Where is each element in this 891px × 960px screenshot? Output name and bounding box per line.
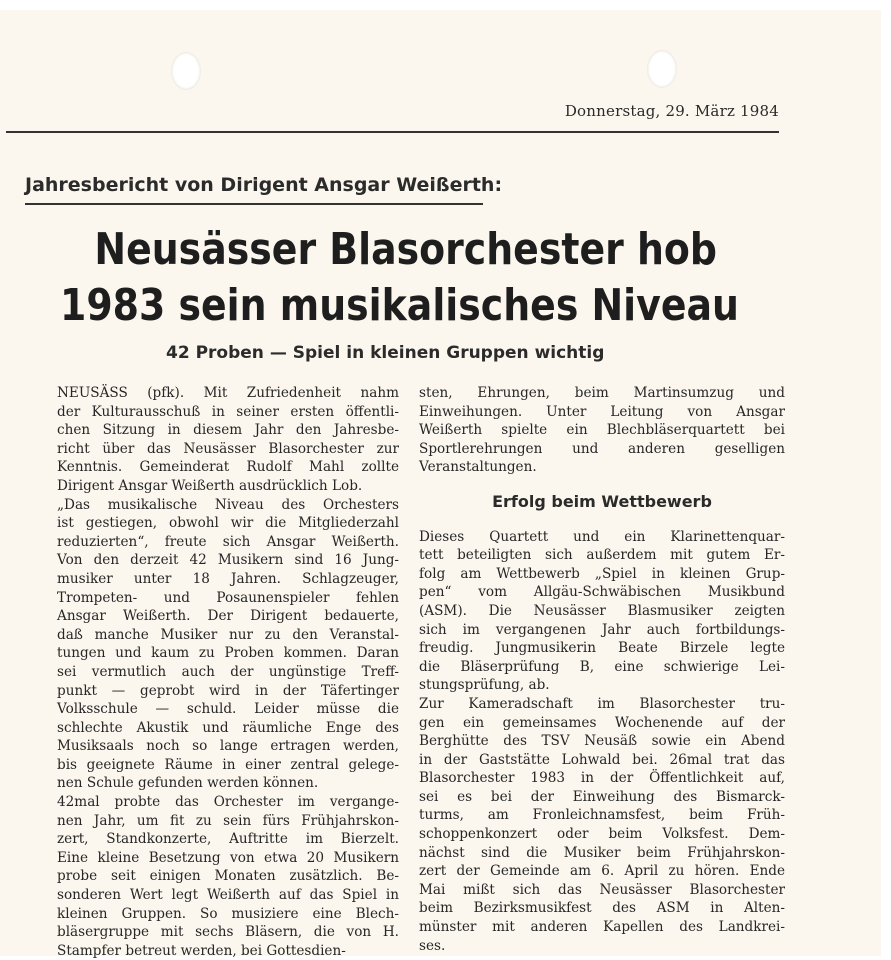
- header-rule: [6, 131, 779, 133]
- text-line: musiker unter 18 Jahren. Schlagzeuger,: [57, 570, 399, 587]
- text-line: folg am Wettbewerb „Spiel in kleinen Grup-: [419, 565, 785, 582]
- text-line: der Kulturausschuß in seiner ersten öffentli-: [57, 403, 399, 420]
- text-line: richt über das Neusässer Blasorchester zur: [57, 440, 399, 457]
- dateline: Donnerstag, 29. März 1984: [564, 102, 779, 120]
- article-column-left: [57, 384, 399, 960]
- paragraph: [57, 384, 399, 496]
- text-line: zert der Gemeinde am 6. April zu hören. Ende: [419, 863, 785, 880]
- text-line: Stampfer betreut werden, bei Gottesdien-: [57, 942, 346, 959]
- text-line: reduzierten“, freute sich Ansgar Weißerth.: [57, 533, 399, 550]
- kicker: Jahresbericht von Dirigent Ansgar Weißerth:: [25, 174, 503, 196]
- scan-border: [881, 0, 891, 956]
- text-line: stungsprüfung, ab.: [419, 677, 550, 694]
- text-line: Von den derzeit 42 Musikern sind 16 Jung-: [57, 552, 399, 569]
- headline-line: Neusässer Blasorchester hob: [94, 224, 717, 275]
- paragraph: [419, 695, 785, 955]
- paragraph: [419, 384, 785, 477]
- text-line: tungen und kaum zu Proben kommen. Daran: [57, 645, 399, 662]
- text-line: beim Bezirksmusikfest des ASM in Alten-: [419, 900, 785, 917]
- section-heading: Erfolg beim Wettbewerb: [492, 491, 712, 511]
- text-line: 42mal probte das Orchester im vergange-: [57, 794, 399, 811]
- text-line: sei es bei der Einweihung des Bismarck-: [419, 788, 785, 805]
- text-line: bläsergruppe mit sechs Bläsern, die von H.: [57, 924, 399, 941]
- headline: [60, 222, 739, 334]
- text-line: Kenntnis. Gemeinderat Rudolf Mahl zollte: [57, 459, 399, 476]
- paragraph: [57, 496, 399, 794]
- article-column-right: [419, 384, 785, 955]
- paragraph: [57, 793, 399, 960]
- text-line: nen Jahr, um fit zu sein fürs Frühjahrskon-: [57, 812, 399, 829]
- subheadline: 42 Proben — Spiel in kleinen Gruppen wichtig: [166, 343, 605, 363]
- text-line: Eine kleine Besetzung von etwa 20 Musikern: [57, 849, 399, 866]
- kicker-underline: [25, 203, 483, 205]
- text-line: kleinen Gruppen. So musiziere eine Blech-: [57, 905, 399, 922]
- text-line: freudig. Jungmusikerin Beate Birzele legte: [419, 640, 785, 657]
- punch-hole: [647, 50, 677, 88]
- text-line: NEUSÄSS (pfk). Mit Zufriedenheit nahm: [57, 385, 399, 401]
- text-line: Dirigent Ansgar Weißerth ausdrücklich Lob.: [57, 477, 363, 494]
- text-line: turms, am Fronleichnamsfest, beim Früh-: [419, 807, 785, 824]
- text-line: Weißerth spielte ein Blechbläserquartett bei: [419, 422, 785, 439]
- text-line: tett beteiligten sich außerdem mit gutem Er-: [419, 547, 785, 564]
- text-line: Berghütte des TSV Neusäß sowie ein Abend: [419, 733, 785, 750]
- text-line: ist gestiegen, obwohl wir die Mitgliederzahl: [57, 515, 399, 532]
- text-line: Dieses Quartett und ein Klarinettenquar-: [419, 528, 785, 545]
- scan-border: [0, 0, 891, 10]
- text-line: Einweihungen. Unter Leitung von Ansgar: [419, 403, 785, 420]
- paragraph-group: [419, 528, 785, 956]
- text-line: sonderen Wert legt Weißerth auf das Spiel in: [57, 887, 399, 904]
- text-line: „Das musikalische Niveau des Orchesters: [57, 496, 399, 513]
- text-line: Volksschule — schuld. Leider müsse die: [57, 701, 399, 718]
- text-line: Mai mißt sich das Neusässer Blasorchester: [419, 881, 785, 898]
- text-line: punkt — geprobt wird in der Täfertinger: [57, 682, 399, 699]
- paragraph: [419, 528, 785, 695]
- text-line: sich im vergangenen Jahr auch fortbildungs-: [419, 621, 785, 638]
- text-line: Zur Kameradschaft im Blasorchester tru-: [419, 695, 785, 712]
- text-line: Trompeten- und Posaunenspieler fehlen: [57, 589, 399, 606]
- text-line: nen Schule gefunden werden können.: [57, 775, 319, 792]
- text-line: Ansgar Weißerth. Der Dirigent bedauerte,: [57, 608, 399, 625]
- text-line: Veranstaltungen.: [419, 459, 537, 476]
- text-line: bis geeignete Räume in einer zentral gelege-: [57, 756, 399, 773]
- text-line: probe seit einigen Monaten zusätzlich. Be-: [57, 868, 399, 885]
- headline-line: 1983 sein musikalisches Niveau: [60, 280, 739, 331]
- punch-hole: [171, 52, 201, 90]
- text-line: chen Sitzung in diesem Jahr den Jahresbe-: [57, 422, 399, 439]
- text-line: sten, Ehrungen, beim Martinsumzug und: [419, 385, 785, 401]
- text-line: in der Gaststätte Lohwald bei. 26mal trat das: [419, 751, 785, 768]
- text-line: schlechte Akustik und räumliche Enge des: [57, 719, 399, 736]
- text-line: Sportlerehrungen und anderen geselligen: [419, 440, 785, 457]
- text-line: pen“ vom Allgäu-Schwäbischen Musikbund: [419, 584, 785, 601]
- text-line: schoppenkonzert oder beim Volksfest. Dem-: [419, 826, 785, 843]
- text-line: gen ein gemeinsames Wochenende auf der: [419, 714, 785, 731]
- text-line: Blasorchester 1983 in der Öffentlichkeit auf,: [419, 770, 785, 787]
- text-line: zert, Standkonzerte, Auftritte im Bierzelt.: [57, 831, 399, 848]
- text-line: (ASM). Die Neusässer Blasmusiker zeigten: [419, 602, 785, 619]
- text-line: Musiksaals noch so lange ertragen werden,: [57, 738, 399, 755]
- text-line: ses.: [419, 937, 446, 954]
- text-line: münster mit anderen Kapellen des Landkrei-: [419, 919, 785, 936]
- text-line: daß manche Musiker nur zu den Veranstal-: [57, 626, 399, 643]
- text-line: sei vermutlich auch der ungünstige Treff-: [57, 663, 399, 680]
- text-line: nächst sind die Musiker beim Frühjahrskon-: [419, 844, 785, 861]
- text-line: die Bläserprüfung B, eine schwierige Lei-: [419, 658, 785, 675]
